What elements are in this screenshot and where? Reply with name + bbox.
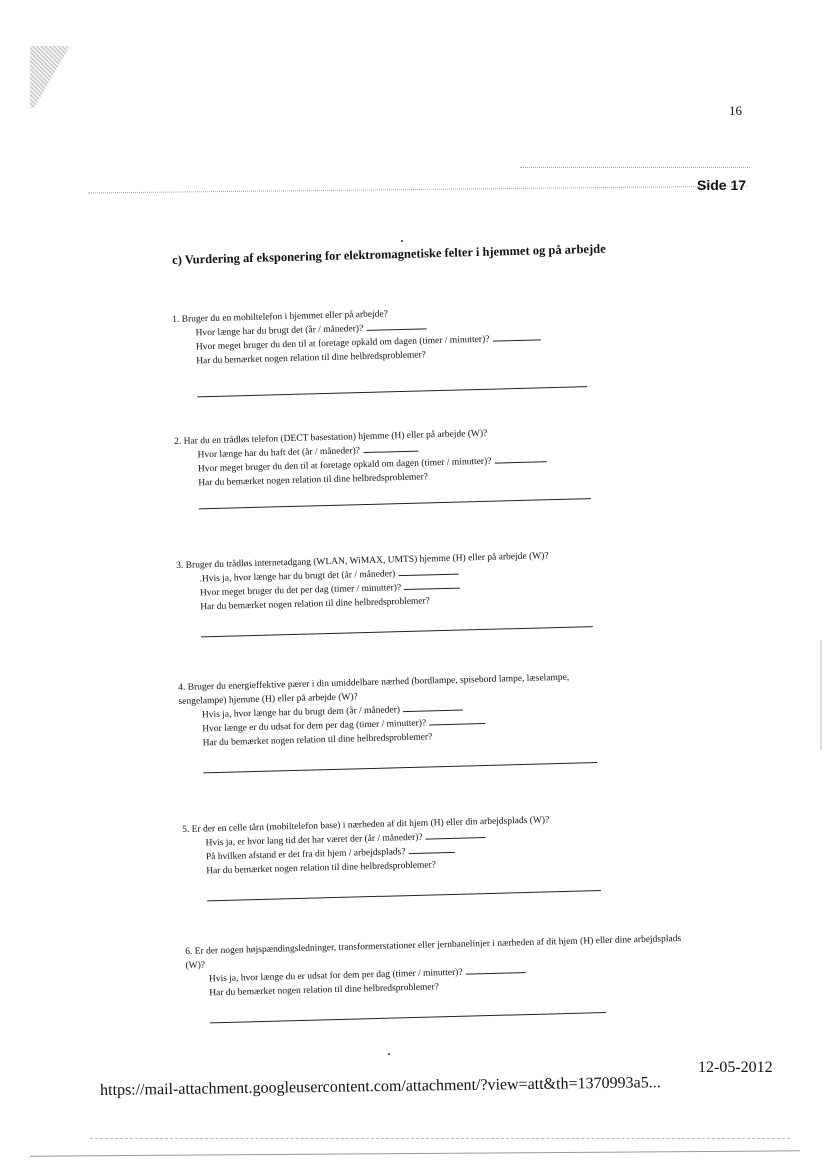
answer-line[interactable] bbox=[207, 890, 601, 901]
scan-edge-artifact bbox=[820, 640, 822, 750]
answer-line[interactable] bbox=[203, 762, 597, 773]
question-title: 4. Bruger du energieffektive pærer i din umiddelbare nærhed (bordlampe, spisebord lampe, læselampe, sengelampe) hjemme (H) eller på arbejde (W)? bbox=[178, 672, 570, 707]
sub-question: Hvis ja, hvor længe du er udsat for dem per dag (timer / minutter)? bbox=[209, 960, 691, 987]
sub-question: Har du bemærket nogen relation til dine helbredsproblemer? bbox=[206, 860, 437, 877]
answer-blank[interactable] bbox=[363, 443, 418, 453]
sub-question: Hvor meget bruger du det per dag (timer / minutter)? bbox=[200, 576, 592, 600]
question-title: 1. Bruger du en mobiltelefon i hjemmet eller på arbejde? bbox=[172, 309, 389, 325]
answer-blank[interactable] bbox=[492, 331, 540, 341]
side-label: Side 17 bbox=[697, 177, 747, 193]
question-3 bbox=[176, 548, 593, 638]
sub-question: Hvis ja, er hvor lang tid det har været der (år / måneder)? bbox=[205, 826, 599, 850]
section-title: c) Vurdering af eksponering for elektromagnetiske felter i hjemmet og på arbejde bbox=[172, 241, 606, 267]
answer-blank[interactable] bbox=[429, 715, 485, 725]
question-title: 3. Bruger du trådløs internetadgang (WLAN, WiMAX, UMTS) hjemme (H) eller på arbejde (W)? bbox=[176, 551, 549, 571]
answer-blank[interactable] bbox=[403, 702, 463, 713]
answer-line[interactable] bbox=[197, 386, 587, 397]
scan-speck bbox=[401, 240, 403, 242]
page-number: 16 bbox=[729, 103, 742, 118]
sub-question: .Hvis ja, hvor længe har du brugt det (år / måneder) bbox=[199, 562, 591, 586]
scan-edge-line bbox=[30, 1150, 800, 1156]
divider-dotted-top bbox=[520, 167, 750, 168]
answer-blank[interactable] bbox=[425, 829, 485, 840]
answer-blank[interactable] bbox=[404, 580, 460, 590]
sub-question: Har du bemærket nogen relation til dine helbredsproblemer? bbox=[209, 982, 440, 999]
sub-question: Har du bemærket nogen relation til dine helbredsproblemer? bbox=[196, 350, 427, 367]
question-5 bbox=[182, 812, 601, 902]
answer-line[interactable] bbox=[201, 626, 593, 637]
sub-question: Har du bemærket nogen relation til dine helbredsproblemer? bbox=[200, 596, 431, 613]
scan-edge-line bbox=[90, 1138, 790, 1139]
sub-question: Hvor meget bruger du den til at foretage opkald om dagen (timer / minutter)? bbox=[198, 452, 590, 476]
question-title: 6. Er der nogen højspændingsledninger, transformerstationer eller jernbanelinjer i nærheden af dit hjem (H) eller dine arbejdsplads (W)? bbox=[185, 934, 682, 971]
question-2 bbox=[174, 424, 591, 510]
question-title: 5. Er der en celle tårn (mobiltelefon base) i nærheden af dit hjem (H) eller din arbejdsplads (W)? bbox=[182, 815, 550, 835]
sub-question: Hvor meget bruger du den til at foretage opkald om dagen (timer / minutter)? bbox=[196, 330, 586, 354]
scan-speck bbox=[388, 1053, 390, 1055]
answer-line[interactable] bbox=[199, 498, 591, 509]
question-title: 2. Har du en trådløs telefon (DECT basestation) hjemme (H) eller på arbejde (W)? bbox=[174, 428, 488, 447]
answer-blank[interactable] bbox=[465, 964, 525, 975]
answer-blank[interactable] bbox=[408, 844, 454, 854]
answer-blank[interactable] bbox=[398, 566, 458, 577]
sub-question: Har du bemærket nogen relation til dine helbredsproblemer? bbox=[198, 472, 429, 489]
sub-question: På hvilken afstand er det fra dit hjem / arbejdsplads? bbox=[206, 840, 600, 864]
sub-question: Hvis ja, hvor længe har du brugt dem (år / måneder) bbox=[202, 697, 619, 722]
footer-url: https://mail-attachment.googleusercontent.com/attachment/?view=att&th=1370993a5... bbox=[100, 1074, 661, 1099]
sub-question: Har du bemærket nogen relation til dine helbredsproblemer? bbox=[202, 732, 433, 749]
scan-corner-artifact bbox=[30, 46, 70, 108]
question-1 bbox=[172, 302, 587, 398]
footer-date: 12-05-2012 bbox=[698, 1059, 773, 1076]
divider-dotted bbox=[88, 186, 748, 194]
sub-question: Hvor længe er du udsat for dem per dag (timer / minutter)? bbox=[202, 711, 619, 736]
question-4 bbox=[178, 669, 620, 773]
answer-line[interactable] bbox=[210, 1012, 606, 1023]
answer-blank[interactable] bbox=[366, 320, 426, 331]
question-6 bbox=[185, 932, 692, 1024]
sub-question: Hvor længe har du haft det (år / måneder)? bbox=[197, 438, 589, 462]
sub-question: Hvor længe har du brugt det (år / måneder)? bbox=[195, 316, 585, 340]
answer-blank[interactable] bbox=[494, 453, 546, 463]
